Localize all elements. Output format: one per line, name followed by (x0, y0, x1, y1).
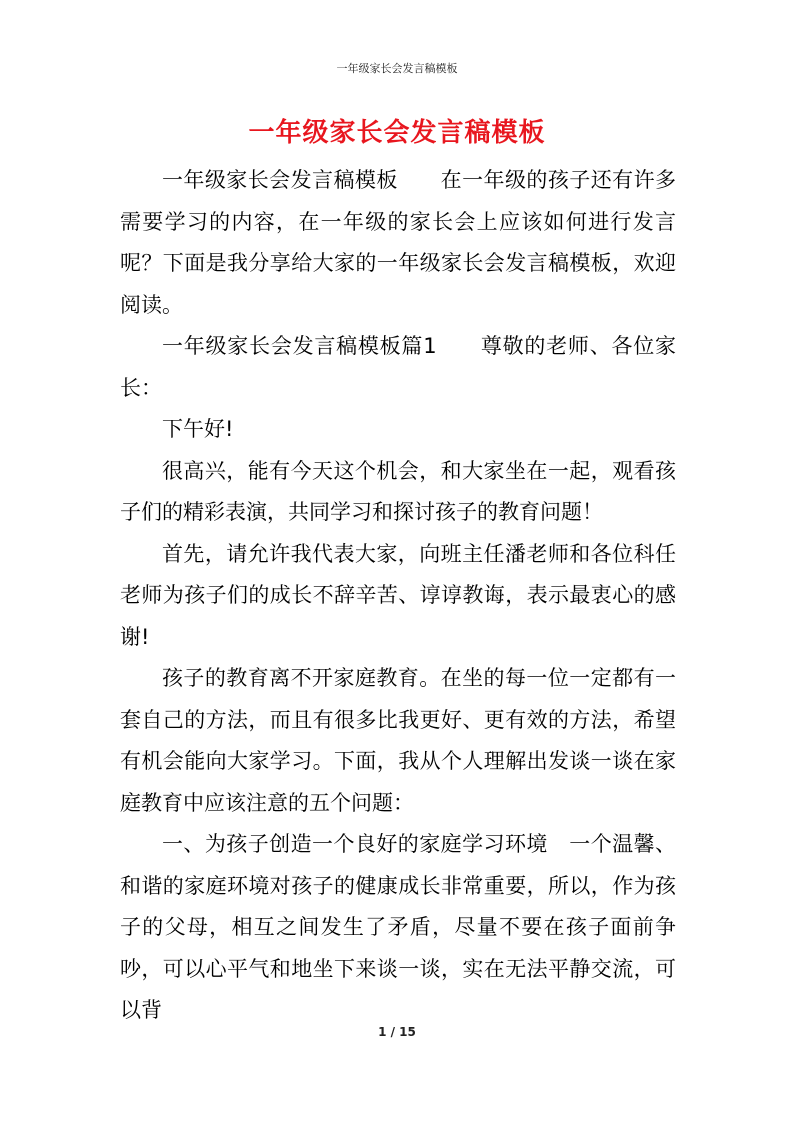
paragraph-intro: 一年级家长会发言稿模板 在一年级的孩子还有许多需要学习的内容，在一年级的家长会上应该如何进行发言呢？下面是我分享给大家的一年级家长会发言稿模板，欢迎阅读。 (120, 168, 676, 317)
paragraph-family-education: 孩子的教育离不开家庭教育。在坐的每一位一定都有一套自己的方法，而且有很多比我更好、更有效的方法，希望有机会能向大家学习。下面，我从个人理解出发谈一谈在家庭教育中应该注意的五个问题： (120, 666, 676, 815)
paragraph-greeting-heading: 一年级家长会发言稿模板篇1 尊敬的老师、各位家长： (120, 334, 676, 400)
running-header: 一年级家长会发言稿模板 (336, 62, 458, 75)
page-indicator: 1 / 15 (378, 1025, 416, 1039)
paragraph-opening: 很高兴，能有今天这个机会，和大家坐在一起，观看孩子们的精彩表演，共同学习和探讨孩子的教育问题！ (120, 458, 676, 524)
paragraph-good-afternoon: 下午好! (162, 417, 234, 441)
paragraph-thanks: 首先，请允许我代表大家，向班主任潘老师和各位科任老师为孩子们的成长不辞辛苦、谆谆教诲，表示最衷心的感谢! (120, 541, 676, 649)
paragraph-point-one: 一、为孩子创造一个良好的家庭学习环境 一个温馨、和谐的家庭环境对孩子的健康成长非常重要，所以，作为孩子的父母，相互之间发生了矛盾，尽量不要在孩子面前争吵，可以心平气和地坐下来谈一谈，实在无法平静交流，可以背 (120, 832, 676, 1022)
document-title: 一年级家长会发言稿模板 (248, 118, 546, 148)
document-body (120, 160, 676, 1032)
